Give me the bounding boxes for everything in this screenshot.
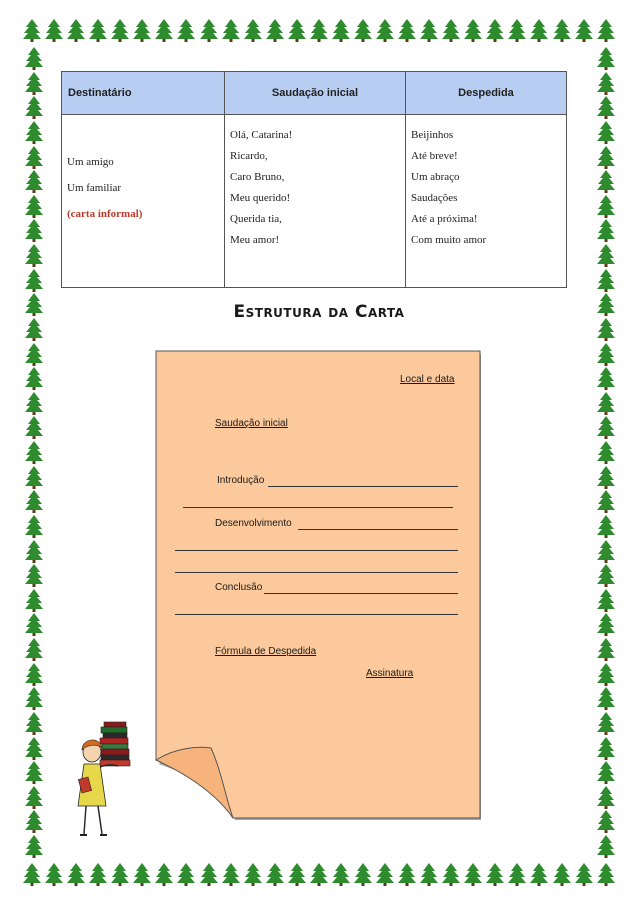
christmas-tree-icon (375, 18, 395, 42)
farewell-item: Até breve! (411, 150, 458, 162)
christmas-tree-icon (596, 686, 616, 710)
christmas-tree-icon (243, 862, 263, 886)
header-farewell: Despedida (406, 72, 567, 115)
christmas-tree-icon (88, 862, 108, 886)
farewell-item: Um abraço (411, 171, 460, 183)
christmas-tree-icon (221, 862, 241, 886)
christmas-tree-icon (24, 120, 44, 144)
christmas-tree-icon (596, 539, 616, 563)
christmas-tree-icon (132, 862, 152, 886)
christmas-tree-icon (331, 18, 351, 42)
christmas-tree-icon (397, 18, 417, 42)
christmas-tree-icon (596, 194, 616, 218)
christmas-tree-icon (243, 18, 263, 42)
christmas-tree-icon (552, 18, 572, 42)
farewell-formula-label: Fórmula de Despedida (215, 646, 317, 657)
christmas-tree-icon (596, 366, 616, 390)
greeting-item: Ricardo, (230, 150, 268, 162)
farewell-item: Beijinhos (411, 129, 454, 141)
conclusion-label: Conclusão (215, 582, 263, 593)
letter-sheet (155, 350, 481, 820)
farewell-item: Até a próxima! (411, 213, 478, 225)
christmas-tree-icon (596, 218, 616, 242)
christmas-tree-icon (24, 637, 44, 661)
christmas-tree-icon (441, 18, 461, 42)
christmas-tree-icon (22, 862, 42, 886)
christmas-tree-icon (24, 662, 44, 686)
christmas-tree-icon (353, 862, 373, 886)
structure-title: Estrutura da Carta (233, 302, 405, 322)
christmas-tree-icon (441, 862, 461, 886)
christmas-tree-icon (309, 18, 329, 42)
christmas-tree-icon (24, 612, 44, 636)
christmas-tree-icon (24, 711, 44, 735)
christmas-tree-icon (24, 760, 44, 784)
christmas-tree-icon (463, 18, 483, 42)
christmas-tree-icon (596, 268, 616, 292)
header-recipient: Destinatário (62, 72, 225, 115)
christmas-tree-icon (596, 391, 616, 415)
greeting-item: Querida tia, (230, 213, 282, 225)
christmas-tree-icon (24, 563, 44, 587)
christmas-tree-icon (24, 145, 44, 169)
christmas-tree-icon (24, 465, 44, 489)
writing-line (175, 614, 458, 615)
christmas-tree-icon (24, 440, 44, 464)
christmas-tree-icon (309, 862, 329, 886)
christmas-tree-icon (596, 514, 616, 538)
christmas-tree-icon (596, 342, 616, 366)
christmas-tree-icon (529, 18, 549, 42)
recipient-item: Um amigo (67, 156, 114, 168)
christmas-tree-icon (596, 711, 616, 735)
christmas-tree-icon (596, 95, 616, 119)
introduction-label: Introdução (217, 475, 265, 486)
christmas-tree-icon (132, 18, 152, 42)
christmas-tree-icon (463, 862, 483, 886)
christmas-tree-icon (375, 862, 395, 886)
christmas-tree-icon (574, 18, 594, 42)
writing-line (268, 486, 458, 487)
christmas-tree-icon (44, 862, 64, 886)
christmas-tree-icon (574, 862, 594, 886)
christmas-tree-icon (24, 588, 44, 612)
christmas-tree-icon (596, 612, 616, 636)
christmas-tree-icon (596, 862, 616, 886)
christmas-tree-icon (596, 120, 616, 144)
christmas-tree-icon (24, 391, 44, 415)
christmas-tree-icon (24, 489, 44, 513)
writing-line (264, 593, 458, 594)
christmas-tree-icon (24, 268, 44, 292)
christmas-tree-icon (507, 862, 527, 886)
christmas-tree-icon (596, 145, 616, 169)
christmas-tree-icon (154, 862, 174, 886)
christmas-tree-icon (331, 862, 351, 886)
christmas-tree-icon (24, 785, 44, 809)
christmas-tree-icon (596, 760, 616, 784)
christmas-tree-icon (24, 834, 44, 858)
christmas-tree-icon (596, 71, 616, 95)
recipients-cell (62, 115, 225, 288)
christmas-tree-icon (596, 415, 616, 439)
greeting-item: Caro Bruno, (230, 171, 285, 183)
christmas-tree-icon (44, 18, 64, 42)
christmas-tree-icon (24, 539, 44, 563)
greetings-table (61, 71, 567, 288)
christmas-tree-icon (221, 18, 241, 42)
christmas-tree-icon (596, 489, 616, 513)
christmas-tree-icon (596, 18, 616, 42)
christmas-tree-icon (596, 440, 616, 464)
christmas-tree-icon (24, 169, 44, 193)
christmas-tree-icon (176, 18, 196, 42)
christmas-tree-icon (24, 366, 44, 390)
border-left (24, 46, 44, 858)
christmas-tree-icon (66, 862, 86, 886)
christmas-tree-icon (596, 588, 616, 612)
christmas-tree-icon (24, 218, 44, 242)
christmas-tree-icon (596, 834, 616, 858)
christmas-tree-icon (24, 342, 44, 366)
christmas-tree-icon (287, 862, 307, 886)
girl-with-books-illustration (68, 712, 148, 842)
recipient-item: Um familiar (67, 182, 122, 194)
greetings-cell (225, 115, 406, 288)
christmas-tree-icon (199, 18, 219, 42)
christmas-tree-icon (88, 18, 108, 42)
christmas-tree-icon (24, 243, 44, 267)
christmas-tree-icon (596, 785, 616, 809)
christmas-tree-icon (24, 95, 44, 119)
greeting-item: Olá, Catarina! (230, 129, 293, 141)
local-date-label: Local e data (400, 374, 455, 385)
farewells-cell (406, 115, 567, 288)
christmas-tree-icon (66, 18, 86, 42)
greeting-item: Meu amor! (230, 234, 280, 246)
christmas-tree-icon (24, 809, 44, 833)
christmas-tree-icon (419, 862, 439, 886)
christmas-tree-icon (265, 862, 285, 886)
christmas-tree-icon (154, 18, 174, 42)
development-label: Desenvolvimento (215, 518, 292, 529)
christmas-tree-icon (287, 18, 307, 42)
christmas-tree-icon (596, 46, 616, 70)
christmas-tree-icon (24, 71, 44, 95)
farewell-item: Saudações (411, 192, 458, 204)
christmas-tree-icon (596, 169, 616, 193)
christmas-tree-icon (265, 18, 285, 42)
christmas-tree-icon (110, 18, 130, 42)
paper-shape (155, 350, 481, 820)
christmas-tree-icon (529, 862, 549, 886)
greeting-label: Saudação inicial (215, 418, 288, 429)
christmas-tree-icon (24, 514, 44, 538)
christmas-tree-icon (485, 862, 505, 886)
signature-label: Assinatura (366, 668, 414, 679)
christmas-tree-icon (596, 736, 616, 760)
farewell-item: Com muito amor (411, 234, 487, 246)
christmas-tree-icon (596, 662, 616, 686)
christmas-tree-icon (596, 637, 616, 661)
christmas-tree-icon (419, 18, 439, 42)
christmas-tree-icon (199, 862, 219, 886)
christmas-tree-icon (24, 686, 44, 710)
christmas-tree-icon (110, 862, 130, 886)
border-right (596, 46, 616, 858)
christmas-tree-icon (552, 862, 572, 886)
writing-line (183, 507, 453, 508)
christmas-tree-icon (24, 736, 44, 760)
writing-line (175, 572, 458, 573)
table-row (62, 115, 567, 288)
christmas-tree-icon (24, 194, 44, 218)
christmas-tree-icon (507, 18, 527, 42)
writing-line (175, 550, 458, 551)
christmas-tree-icon (596, 563, 616, 587)
christmas-tree-icon (176, 862, 196, 886)
greeting-item: Meu querido! (230, 192, 291, 204)
writing-line (298, 529, 458, 530)
christmas-tree-icon (24, 415, 44, 439)
christmas-tree-icon (596, 243, 616, 267)
christmas-tree-icon (596, 465, 616, 489)
recipient-item-informal: (carta informal) (67, 208, 143, 220)
christmas-tree-icon (22, 18, 42, 42)
christmas-tree-icon (397, 862, 417, 886)
header-greeting: Saudação inicial (225, 72, 406, 115)
christmas-tree-icon (596, 809, 616, 833)
border-top (22, 18, 616, 42)
christmas-tree-icon (353, 18, 373, 42)
christmas-tree-icon (485, 18, 505, 42)
border-bottom (22, 862, 616, 886)
christmas-tree-icon (24, 46, 44, 70)
